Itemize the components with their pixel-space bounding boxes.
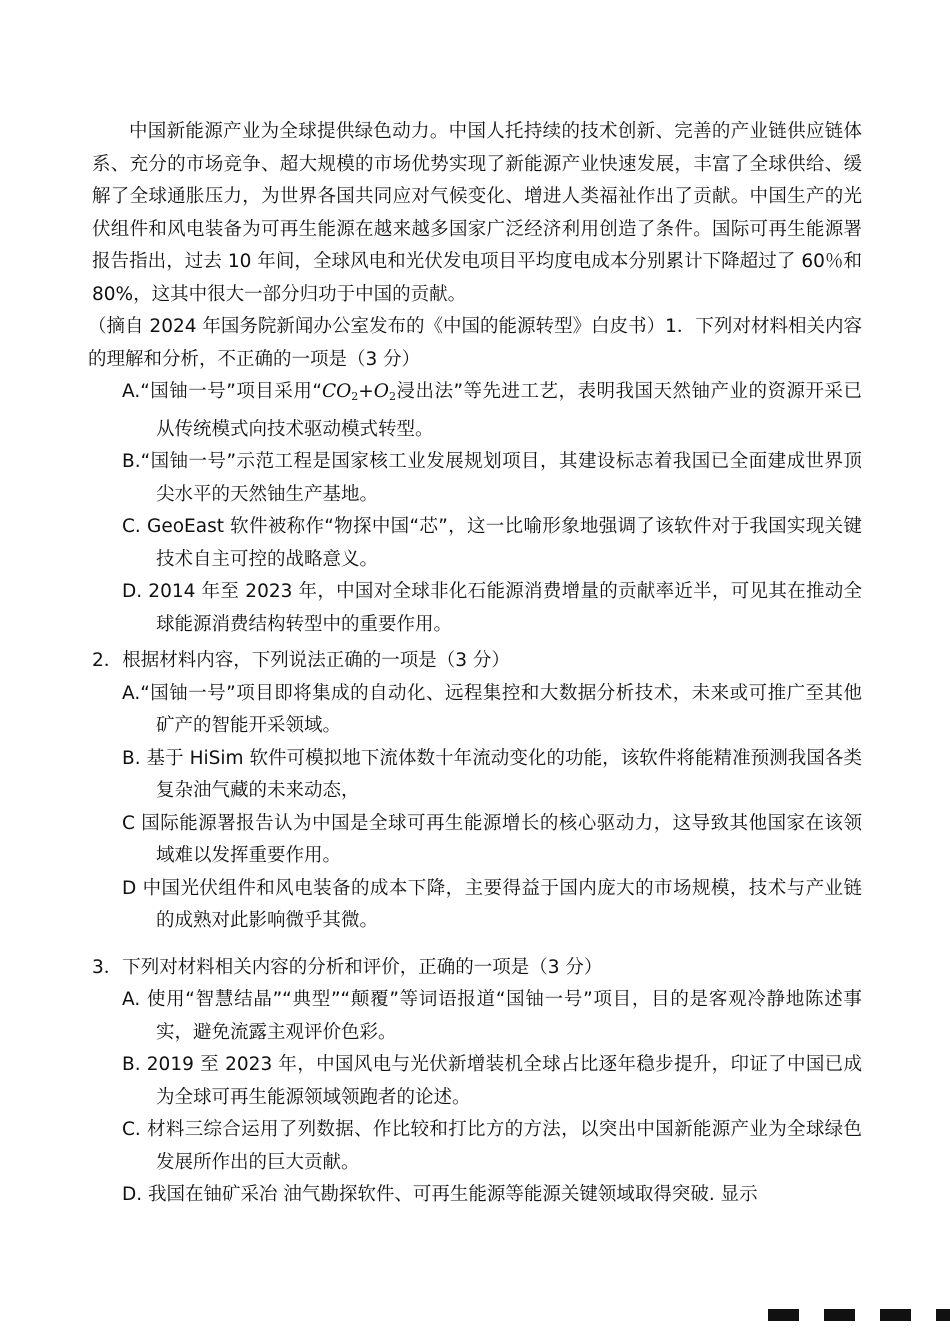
q1-option-d: D. 2014 年至 2023 年，中国对全球非化石能源消费增量的贡献率近半，可见其在推动全球能源消费结构转型中的重要作用。	[122, 581, 862, 635]
passage-paragraph: 中国新能源产业为全球提供绿色动力。中国人托持续的技术创新、完善的产业链供应链体系、充分的市场竞争、超大规模的市场优势实现了新能源产业快速发展，丰富了全球供给、缓解了全球通胀压力，为世界各国共同应对气候变化、增进人类福祉作出了贡献。中国生产的光伏组件和风电装备为可再生能源在越来越多国家广泛经济利用创造了条件。国际可再生能源署报告指出，过去 10 年间，全球风电和光伏发电项目平均度电成本分别累计下降超过了 60％和 80%，这其中很大一部分归功于中国的贡献。	[92, 121, 862, 305]
page-footer-marks	[768, 1309, 950, 1321]
q2-option-a: A.“国铀一号”项目即将集成的自动化、远程集控和大数据分析技术，未来或可推广至其他矿产的智能开采领域。	[122, 682, 862, 736]
q2-stem: 2．根据材料内容，下列说法正确的一项是（3 分）	[92, 650, 510, 671]
question-1	[92, 376, 862, 641]
footer-mark	[824, 1309, 855, 1321]
q3-option-c: C. 材料三综合运用了列数据、作比较和打比方的方法，以突出中国新能源产业为全球绿色发展所作出的巨大贡献。	[122, 1119, 862, 1173]
exam-page	[88, 116, 862, 1212]
footer-mark	[936, 1309, 950, 1321]
footer-mark	[880, 1309, 911, 1321]
q3-option-d: D. 我国在铀矿采冶 油气勘探软件、可再生能源等能源关键领域取得突破. 显示	[122, 1184, 758, 1205]
co2-o2-formula: $CO_2+O_2$	[321, 381, 396, 403]
q1-option-a: A.“国铀一号”项目采用“$CO_2+O_2$浸出法”等先进工艺，表明我国天然铀产业的资源开采已从传统模式向技术驱动模式转型。	[122, 381, 862, 440]
q3-option-b: B. 2019 至 2023 年，中国风电与光伏新增装机全球占比逐年稳步提升，印证了中国已成为全球可再生能源领域领跑者的论述。	[122, 1054, 862, 1108]
question-2	[92, 645, 862, 938]
q3-stem: 3．下列对材料相关内容的分析和评价，正确的一项是（3 分）	[92, 956, 603, 978]
source-citation-and-question-1-stem: （摘自 2024 年国务院新闻办公室发布的《中国的能源转型》白皮书）1．下列对材料相关内容的理解和分析，不正确的一项是（3 分）	[88, 316, 862, 370]
q1-option-b: B.“国铀一号”示范工程是国家核工业发展规划项目，其建设标志着我国已全面建成世界顶尖水平的天然铀生产基地。	[122, 451, 862, 505]
q2-option-b: B. 基于 HiSim 软件可模拟地下流体数十年流动变化的功能，该软件将能精准预测我国各类复杂油气藏的未来动态，	[122, 747, 862, 801]
question-3	[92, 952, 862, 1212]
footer-mark	[768, 1309, 799, 1321]
q2-option-c: C 国际能源署报告认为中国是全球可再生能源增长的核心驱动力，这导致其他国家在该领域难以发挥重要作用。	[122, 812, 862, 866]
q1-option-c: C. GeoEast 软件被称作“物探中国“芯”，这一比喻形象地强调了该软件对于我国实现关键技术自主可控的战略意义。	[122, 516, 862, 570]
q3-option-a: A. 使用“智慧结晶”“典型”“颠覆”等词语报道“国铀一号”项目，目的是客观冷静地陈述事实，避免流露主观评价色彩。	[122, 989, 862, 1043]
q2-option-d: D 中国光伏组件和风电装备的成本下降，主要得益于国内庞大的市场规模，技术与产业链的成熟对此影响微乎其微。	[122, 877, 862, 931]
